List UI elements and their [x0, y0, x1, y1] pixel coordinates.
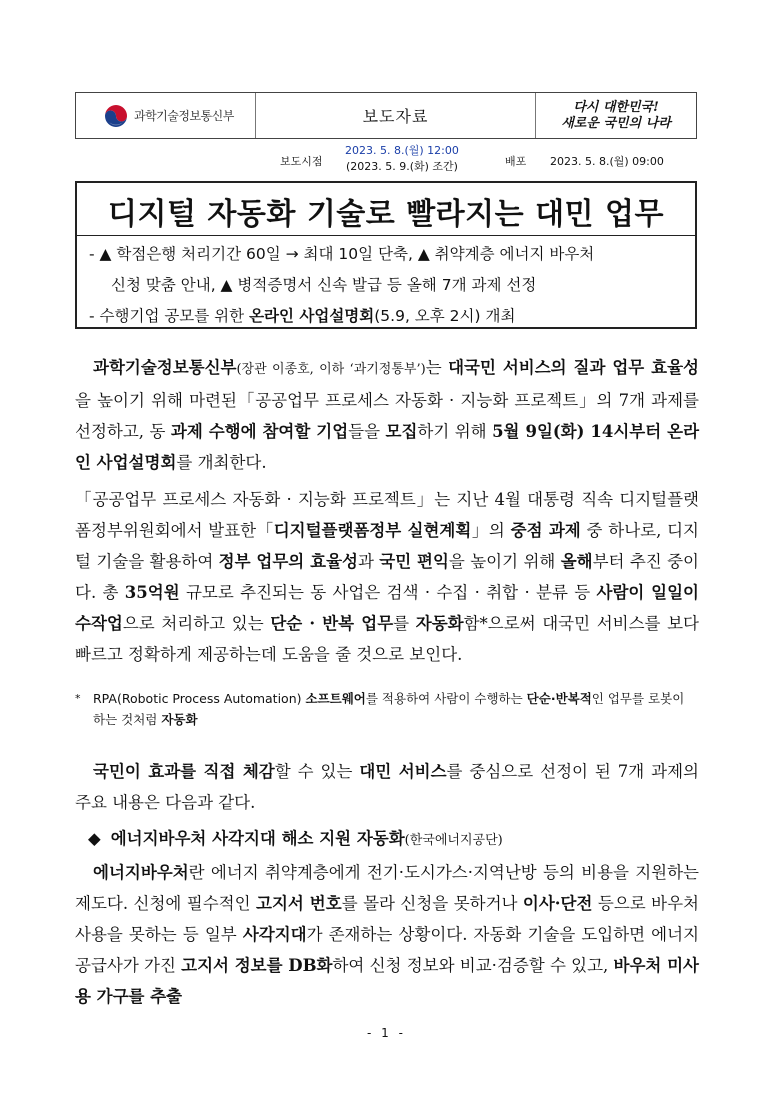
slogan-line-1: 다시 대한민국! [573, 99, 659, 115]
p2-bold: 올해 [560, 552, 593, 571]
p2-bold: 국민 편익 [379, 552, 449, 571]
p1-text: 을 높이기 위해 마련된「공공업무 프로세스 자동화 · 지능화 프로젝트」의 7개 과제를 선정하고, 동 [75, 391, 699, 441]
task-heading-energy-voucher [88, 826, 503, 854]
p4-text: 등으로 바우처 사용을 못하는 등 일부 [75, 894, 699, 944]
p1-agency: 과학기술정보통신부 [93, 358, 237, 377]
p2-text: 을 높이기 위해 [448, 552, 561, 571]
p3-text: 를 중심으로 선정이 된 7개 과제의 주요 내용은 다음과 같다. [75, 762, 699, 812]
p2-bold: 디지털플랫폼정부 실현계획 [273, 521, 472, 540]
p1-agency-note: (장관 이종호, 이하 ‘과기정통부’) [236, 362, 426, 377]
p2-text: 과 [357, 552, 380, 571]
footnote-bold: 소프트웨어 [305, 691, 366, 706]
p2-text: 를 [393, 614, 416, 633]
body-paragraph-4 [75, 857, 699, 1012]
diamond-bullet-icon: ◆ [88, 829, 101, 848]
p2-text: 으로 처리하고 있는 [122, 614, 271, 633]
p2-bold: 단순 · 반복 업무 [270, 614, 394, 633]
agency-logo [76, 93, 256, 138]
distribution-time: 2023. 5. 8.(월) 09:00 [550, 155, 664, 168]
footnote-marker: * [75, 692, 81, 705]
p4-bold: 바우처 미사용 가구를 추출 [75, 956, 699, 1006]
footnote-text: 를 적용하여 사람이 수행하는 [365, 691, 527, 706]
subtitle-1 [89, 239, 685, 301]
p3-bold: 대민 서비스 [359, 762, 447, 781]
page-number: - 1 - [367, 1026, 406, 1040]
release-time-online: 2023. 5. 8.(월) 12:00 [345, 144, 459, 157]
p1-bold: 과제 수행에 참여할 기업 [170, 422, 349, 441]
release-info [280, 143, 700, 177]
p2-text: 「공공업무 프로세스 자동화 · 지능화 프로젝트」는 지난 4월 대통령 직속 디지털플랫폼정부위원회에서 발표한「 [75, 490, 699, 540]
p2-bold: 중점 과제 [510, 521, 581, 540]
p2-bold: 35억원 [124, 583, 180, 602]
subtitle-2-bold: 온라인 사업설명회 [249, 307, 375, 325]
release-time-label: 보도시점 [280, 155, 323, 168]
footnote [75, 688, 699, 730]
p2-bold: 정부 업무의 효율성 [218, 552, 358, 571]
footnote-text: RPA(Robotic Process Automation) [93, 691, 306, 706]
footnote-bold: 단순·반복적 [526, 691, 592, 706]
footnote-body [75, 688, 699, 730]
subtitle-1-line-1: - ▲ 학점은행 처리기간 60일 → 최대 10일 단축, ▲ 취약계층 에너지 바우처 [89, 245, 595, 263]
footnote-text: 인 업무를 로봇이 하는 것처럼 [93, 691, 685, 727]
press-release-header [75, 92, 697, 139]
document-type: 보도자료 [362, 107, 429, 126]
p4-bold: 사각지대 [242, 925, 307, 944]
p4-bold: 이사·단전 [522, 894, 593, 913]
p4-bold: 고지서 번호 [256, 894, 342, 913]
p2-text: 규모로 추진되는 동 사업은 검색 · 수집 · 취합 · 분류 등 [179, 583, 597, 602]
p4-bold: 에너지바우처 [93, 863, 189, 882]
p2-text: 중 하나로, 디지털 기술을 활용하여 [75, 521, 699, 571]
distribution-label: 배포 [505, 155, 527, 168]
subtitle-2-post: (5.9, 오후 2시) 개최 [374, 307, 516, 325]
subtitle-2 [89, 301, 685, 332]
p1-bold: 대국민 서비스의 질과 업무 효율성 [448, 358, 699, 377]
p2-text: 부터 추진 중이다. 총 [75, 552, 699, 602]
agency-name: 과학기술정보통신부 [134, 109, 234, 123]
body-paragraph-3 [75, 756, 699, 818]
body-paragraph-1 [75, 352, 699, 478]
p2-text: 함*으로써 대국민 서비스를 보다 빠르고 정확하게 제공하는데 도움을 줄 것으로 보인다. [75, 614, 699, 664]
p1-text: 는 [425, 358, 449, 377]
p4-text: 란 에너지 취약계층에게 전기·도시가스·지역난방 등의 비용을 지원하는 제도다. 신청에 필수적인 [75, 863, 699, 913]
subtitle-2-pre: - 수행기업 공모를 위한 [89, 307, 250, 325]
footnote-bold: 자동화 [161, 712, 198, 727]
task-heading-text: 에너지바우처 사각지대 해소 지원 자동화 [110, 829, 405, 848]
p1-bold: 5월 9일(화) 14시부터 온라인 사업설명회 [75, 422, 700, 472]
headline-title: 디지털 자동화 기술로 빨라지는 대민 업무 [108, 197, 664, 232]
government-emblem-icon [104, 104, 128, 128]
p2-bold: 사람이 일일이 수작업 [75, 583, 699, 633]
slogan-line-2: 새로운 국민의 나라 [561, 115, 671, 131]
p4-text: 가 존재하는 상황이다. 자동화 기술을 도입하면 에너지공급사가 가진 [75, 925, 700, 975]
p4-text: 를 몰라 신청을 못하거나 [341, 894, 523, 913]
release-times [345, 143, 459, 175]
body-paragraph-2 [75, 484, 699, 670]
p1-text: 를 개최한다. [176, 453, 267, 472]
p4-bold: 고지서 정보를 DB화 [181, 956, 333, 975]
p2-bold: 자동화 [415, 614, 464, 633]
headline-divider [77, 235, 695, 236]
task-heading-agency: (한국에너지공단) [404, 833, 503, 848]
government-slogan [535, 93, 696, 138]
p4-text: 하여 신청 정보와 비교·검증할 수 있고, [332, 956, 614, 975]
subtitle-1-line-2: 신청 맞춤 안내, ▲ 병적증명서 신속 발급 등 올해 7개 과제 선정 [111, 276, 537, 294]
headline-box [75, 181, 697, 329]
p1-text: 하기 위해 [417, 422, 493, 441]
p2-text: 」의 [471, 521, 511, 540]
release-time-paper: (2023. 5. 9.(화) 조간) [345, 160, 458, 173]
p3-text: 할 수 있는 [274, 762, 360, 781]
p1-bold: 모집 [385, 422, 418, 441]
p1-text: 들을 [348, 422, 386, 441]
p3-bold: 국민이 효과를 직접 체감 [93, 762, 275, 781]
